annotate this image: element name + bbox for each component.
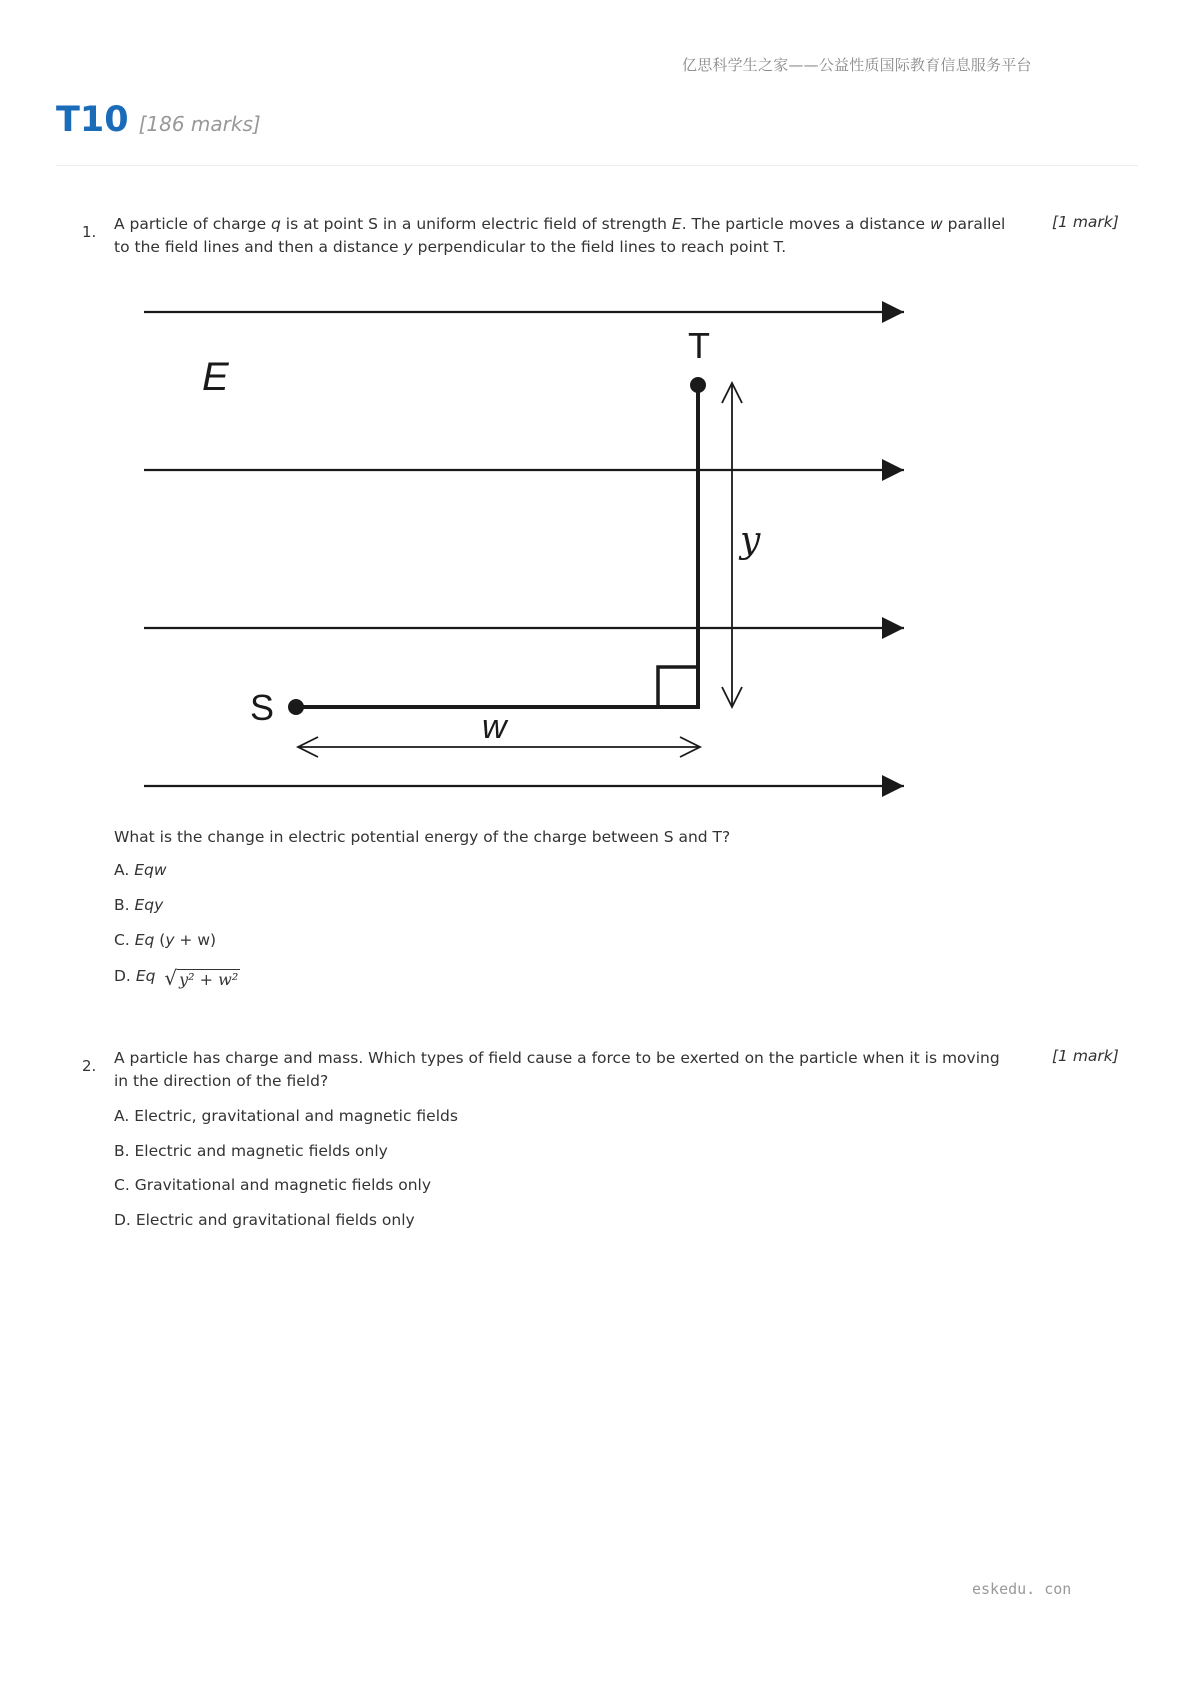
question-2-line-2: in the direction of the field?	[114, 1072, 329, 1090]
question-2-marks: [1 mark]	[1052, 1047, 1119, 1065]
question-1-number: 1.	[82, 223, 97, 241]
y-label: y	[740, 520, 761, 561]
point-s-dot	[288, 699, 304, 715]
question-1-line-1: A particle of charge q is at point S in a uniform electric field of strength E. The particle moves a distance w parallel	[114, 215, 1006, 233]
electric-field-diagram	[130, 290, 930, 810]
right-angle-marker	[658, 667, 698, 707]
question-2-text	[114, 1047, 1054, 1093]
question-1-option-d[interactable]: D. Eq √ y² + w²	[114, 966, 239, 990]
question-2-line-1: A particle has charge and mass. Which types of field cause a force to be exerted on the particle when it is moving	[114, 1049, 1000, 1067]
question-1-option-b[interactable]: B. Eqy	[114, 896, 164, 914]
question-1-option-c[interactable]: C. Eq (y + w)	[114, 931, 217, 949]
question-2-number: 2.	[82, 1057, 97, 1075]
question-1-line-2: to the field lines and then a distance y perpendicular to the field lines to reach point T.	[114, 238, 787, 256]
sqrt-expression	[164, 966, 240, 990]
question-1-option-a[interactable]: A. Eqw	[114, 861, 167, 879]
total-marks: [186 marks]	[138, 112, 261, 136]
field-label-e: E	[202, 355, 229, 399]
sqrt-radicand: y² + w²	[179, 970, 239, 989]
point-t-dot	[690, 377, 706, 393]
particle-path	[296, 385, 698, 707]
w-label: w	[482, 708, 507, 746]
page-title	[56, 100, 261, 140]
question-1-marks: [1 mark]	[1052, 213, 1119, 231]
point-t-label: T	[688, 325, 710, 366]
topic-code: T10	[56, 100, 129, 140]
question-1-prompt: What is the change in electric potential energy of the charge between S and T?	[114, 828, 731, 846]
footer-url: eskedu. con	[972, 1580, 1072, 1598]
question-2-option-d[interactable]: D. Electric and gravitational fields only	[114, 1211, 415, 1229]
question-2-option-c[interactable]: C. Gravitational and magnetic fields only	[114, 1176, 431, 1194]
question-2-option-b[interactable]: B. Electric and magnetic fields only	[114, 1142, 388, 1160]
sqrt-sign: √	[164, 966, 178, 990]
title-divider	[56, 165, 1138, 166]
point-s-label: S	[250, 687, 275, 728]
question-1-text	[114, 213, 1054, 259]
site-header: 亿思科学生之家——公益性质国际教育信息服务平台	[682, 56, 1032, 74]
y-dimension-arrow	[722, 383, 742, 707]
question-2-option-a[interactable]: A. Electric, gravitational and magnetic fields	[114, 1107, 458, 1125]
